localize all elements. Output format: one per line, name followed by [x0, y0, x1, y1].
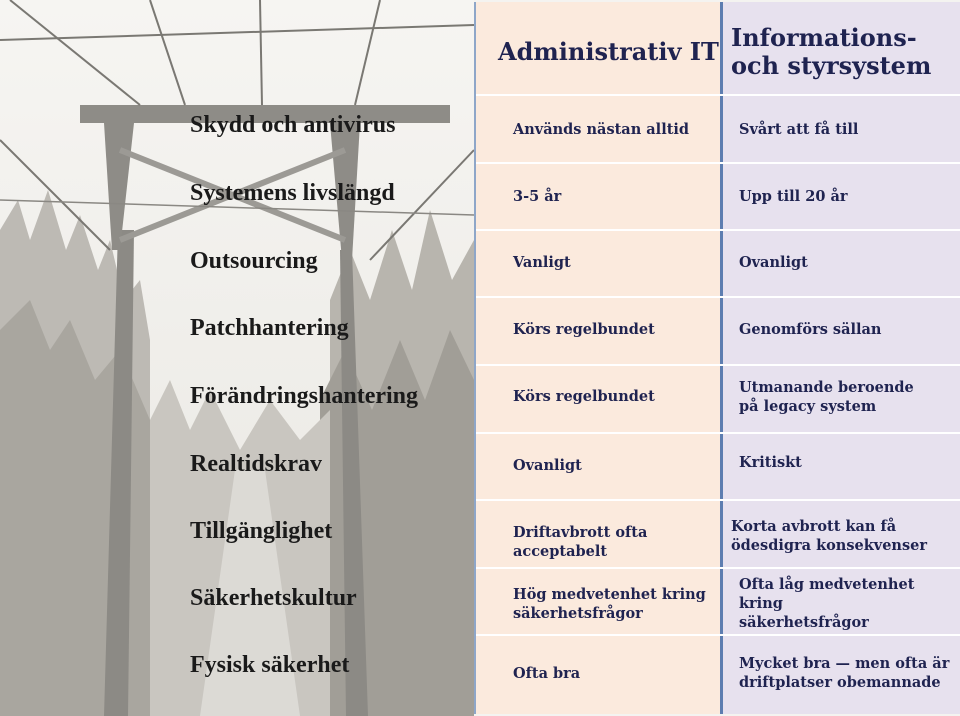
cell-line: säkerhetsfrågor	[513, 605, 643, 622]
cell-line: Körs regelbundet	[513, 321, 655, 338]
row-divider	[476, 499, 960, 501]
cell-line: säkerhetsfrågor	[739, 614, 869, 631]
cell-line: Vanligt	[513, 254, 571, 271]
cell-line: Svårt att få till	[739, 121, 859, 138]
row-divider	[476, 567, 960, 569]
cell-line: kring	[739, 595, 783, 612]
cell-is-skydd	[739, 120, 858, 139]
row-label-tillganglighet: Tillgänglighet	[190, 518, 333, 544]
cell-is-outsourcing	[739, 253, 808, 272]
cell-line: Upp till 20 år	[739, 188, 848, 205]
row-label-sakerhetskultur: Säkerhetskultur	[190, 585, 357, 611]
row-label-livslangd: Systemens livslängd	[190, 180, 395, 206]
cell-line: Hög medvetenhet kring	[513, 586, 706, 603]
cell-it-realtid	[513, 456, 582, 475]
row-divider	[476, 229, 960, 231]
cell-line: Används nästan alltid	[513, 121, 690, 138]
cell-is-fysisk	[739, 654, 949, 692]
cell-line: driftplatser obemannade	[739, 674, 941, 691]
cell-it-tillganglighet	[513, 523, 647, 561]
row-label-outsourcing: Outsourcing	[190, 248, 318, 274]
cell-line: Ovanligt	[739, 254, 808, 271]
cell-it-skydd	[513, 120, 689, 139]
cell-it-sakerhetskultur	[513, 585, 706, 623]
row-label-skydd: Skydd och antivirus	[190, 112, 396, 138]
cell-it-outsourcing	[513, 253, 571, 272]
cell-line: på legacy system	[739, 398, 877, 415]
cell-line: Körs regelbundet	[513, 388, 655, 405]
row-label-patch: Patchhantering	[190, 315, 349, 341]
row-label-realtid: Realtidskrav	[190, 451, 322, 477]
cell-it-fysisk	[513, 664, 580, 683]
cell-it-forandring	[513, 387, 655, 406]
cell-is-sakerhetskultur	[739, 575, 914, 632]
cell-line: Kritiskt	[739, 454, 802, 471]
header-administrativ-it: Administrativ IT	[498, 37, 719, 66]
cell-line: Korta avbrott kan få	[731, 518, 897, 535]
row-label-forandring: Förändringshantering	[190, 383, 419, 409]
cell-line: 3-5 år	[513, 188, 562, 205]
row-divider	[476, 364, 960, 366]
header-line-1: Informations-	[731, 23, 917, 52]
cell-is-tillganglighet	[731, 517, 927, 555]
row-divider	[476, 94, 960, 96]
row-divider	[476, 432, 960, 434]
cell-line: Mycket bra — men ofta är	[739, 655, 950, 672]
cell-line: Genomförs sällan	[739, 321, 882, 338]
cell-it-livslangd	[513, 187, 561, 206]
row-divider	[476, 634, 960, 636]
header-line-2: och styrsystem	[731, 51, 932, 80]
cell-line: Ovanligt	[513, 457, 582, 474]
cell-is-forandring	[739, 378, 914, 416]
cell-is-livslangd	[739, 187, 848, 206]
cell-it-patch	[513, 320, 655, 339]
header-informations-styrsystem	[731, 24, 931, 80]
cell-is-patch	[739, 320, 881, 339]
row-label-fysisk: Fysisk säkerhet	[190, 652, 350, 678]
row-divider	[476, 162, 960, 164]
cell-line: Driftavbrott ofta	[513, 524, 648, 541]
cell-line: Ofta bra	[513, 665, 581, 682]
row-divider	[476, 296, 960, 298]
cell-line: acceptabelt	[513, 543, 608, 560]
cell-line: Utmanande beroende	[739, 379, 914, 396]
cell-line: ödesdigra konsekvenser	[731, 537, 927, 554]
cell-line: Ofta låg medvetenhet	[739, 576, 915, 593]
cell-is-realtid	[739, 453, 802, 472]
